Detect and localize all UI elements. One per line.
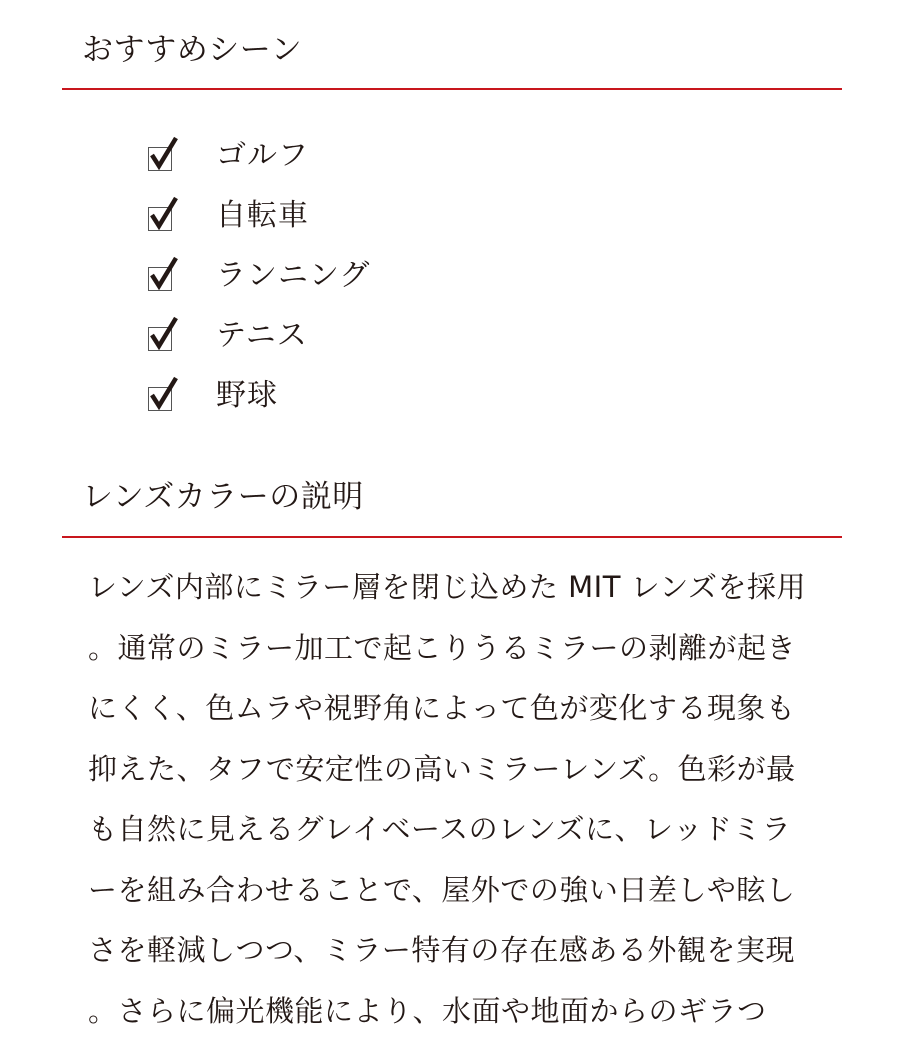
scene-item-baseball <box>146 366 370 426</box>
lens-color-divider <box>62 536 842 538</box>
scene-label: テニス <box>216 318 308 353</box>
checkbox-checked-icon <box>146 321 176 351</box>
scenes-divider <box>62 88 842 90</box>
checkbox-checked-icon <box>146 261 176 291</box>
scenes-heading: おすすめシーン <box>82 32 303 68</box>
scene-label: 野球 <box>216 378 278 413</box>
recommended-scenes-list <box>146 126 370 426</box>
checkbox-checked-icon <box>146 141 176 171</box>
scene-item-golf <box>146 126 370 186</box>
scene-label: ゴルフ <box>216 138 309 173</box>
lens-color-heading: レンズカラーの説明 <box>82 479 364 515</box>
checkbox-checked-icon <box>146 381 176 411</box>
lens-color-description: レンズ内部にミラー層を閉じ込めた MIT レンズを採用。通常のミラー加工で起こりうるミラーの剥離が起きにくく、色ムラや視野角によって色が変化する現象も抑えた、タフで安定性の高いミラーレンズ。色彩が最も自然に見えるグレイベースのレンズに、レッドミラーを組み合わせることで、屋外での強い日差しや眩しさを軽減しつつ、ミラー特有の存在感ある外観を実現。さらに偏光機能により、水面や地面からのギラつ <box>88 570 807 1028</box>
scene-item-bicycle <box>146 186 370 246</box>
scene-item-tennis <box>146 306 370 366</box>
scene-item-running <box>146 246 370 306</box>
scene-label: 自転車 <box>216 198 309 233</box>
scene-label: ランニング <box>216 258 371 293</box>
checkbox-checked-icon <box>146 201 176 231</box>
